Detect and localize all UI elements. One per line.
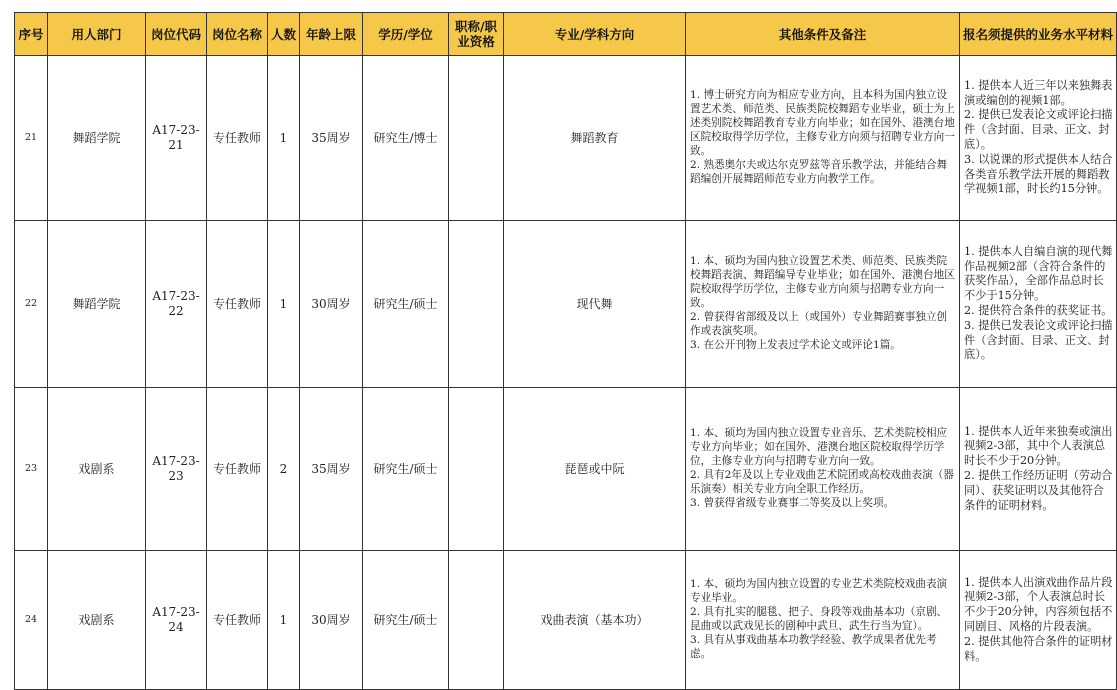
materials-line: 1. 提供本人近年来独奏或演出视频2-3部，其中个人表演总时长不少于20分钟。 xyxy=(964,424,1113,468)
other-line: 3. 在公开刊物上发表过学术论文或评论1篇。 xyxy=(690,338,901,351)
header-edu: 学历/学位 xyxy=(363,13,449,56)
cell-dept: 戏剧系 xyxy=(48,388,146,551)
materials-line: 1. 提供本人出演戏曲作品片段视频2-3部，个人表演总时长不少于20分钟，内容须包括不同剧目、风格的片段表演。 xyxy=(964,575,1113,633)
cell-edu: 研究生/硕士 xyxy=(363,388,449,551)
materials-line: 2. 提供已发表论文或评论扫描件（含封面、目录、正文、封底）。 xyxy=(964,108,1113,151)
cell-edu: 研究生/硕士 xyxy=(363,551,449,690)
cell-seq: 22 xyxy=(15,221,48,388)
cell-dept: 舞蹈学院 xyxy=(48,56,146,221)
recruitment-table xyxy=(14,12,1117,690)
cell-edu: 研究生/博士 xyxy=(363,56,449,221)
cell-title-qual xyxy=(449,56,504,221)
other-line: 1. 博士研究方向为相应专业方向，且本科为国内独立设置艺术类、师范类、民族类院校舞蹈专业毕业，硕士为上述类别院校舞蹈教育专业方向毕业；如在国外、港澳台地区院校取得学历学位，主修专业方向须与招聘专业方向一致。 xyxy=(690,89,955,157)
cell-code: A17-23-22 xyxy=(146,221,207,388)
cell-other xyxy=(686,388,960,551)
cell-other xyxy=(686,221,960,388)
cell-materials xyxy=(960,388,1117,551)
materials-line: 3. 以说课的形式提供本人结合各类音乐教学法开展的舞蹈教学视频1部，时长约15分钟。 xyxy=(964,152,1113,196)
table-row xyxy=(15,56,1117,221)
other-line: 1. 本、硕均为国内独立设置的专业艺术类院校戏曲表演专业毕业。 xyxy=(690,578,948,605)
cell-dept: 舞蹈学院 xyxy=(48,221,146,388)
cell-seq: 21 xyxy=(15,56,48,221)
cell-count: 1 xyxy=(268,56,300,221)
cell-seq: 23 xyxy=(15,388,48,551)
cell-materials xyxy=(960,221,1117,388)
header-title-qual: 职称/职业资格 xyxy=(449,13,504,56)
materials-line: 1. 提供本人近三年以来独舞表演或编创的视频1部。 xyxy=(964,78,1113,107)
materials-line: 1. 提供本人自编自演的现代舞作品视频2部（含符合条件的获奖作品），全部作品总时长不少于15分钟。 xyxy=(964,244,1113,303)
cell-title-qual xyxy=(449,388,504,551)
header-code: 岗位代码 xyxy=(146,13,207,56)
cell-edu: 研究生/硕士 xyxy=(363,221,449,388)
header-seq: 序号 xyxy=(15,13,48,56)
cell-age: 35周岁 xyxy=(300,388,363,551)
header-age: 年龄上限 xyxy=(300,13,363,56)
materials-line: 2. 提供其他符合条件的证明材料。 xyxy=(964,634,1113,663)
other-line: 2. 具有扎实的腿毯、把子、身段等戏曲基本功（京剧、昆曲或以武戏见长的剧种中武旦、武生行当为宜）。 xyxy=(690,606,948,632)
other-line: 2. 熟悉奥尔夫或达尔克罗兹等音乐教学法，并能结合舞蹈编创开展舞蹈师范专业方向教学工作。 xyxy=(690,158,948,185)
materials-line: 2. 提供工作经历证明（劳动合同）、获奖证明以及其他符合条件的证明材料。 xyxy=(964,469,1113,512)
cell-count: 1 xyxy=(268,221,300,388)
materials-line: 3. 提供已发表论文或评论扫描件（含封面、目录、正文、封底）。 xyxy=(964,318,1113,362)
cell-age: 30周岁 xyxy=(300,221,363,388)
cell-materials xyxy=(960,56,1117,221)
header-name: 岗位名称 xyxy=(207,13,268,56)
cell-code: A17-23-24 xyxy=(146,551,207,690)
cell-title-qual xyxy=(449,221,504,388)
cell-name: 专任教师 xyxy=(207,56,268,221)
table-row xyxy=(15,221,1117,388)
header-count: 人数 xyxy=(268,13,300,56)
cell-seq: 24 xyxy=(15,551,48,690)
cell-name: 专任教师 xyxy=(207,388,268,551)
other-line: 2. 曾获得省部级及以上（或国外）专业舞蹈赛事独立创作或表演奖项。 xyxy=(690,310,948,337)
table-row xyxy=(15,388,1117,551)
cell-code: A17-23-23 xyxy=(146,388,207,551)
cell-name: 专任教师 xyxy=(207,551,268,690)
header-other: 其他条件及备注 xyxy=(686,13,960,56)
cell-count: 1 xyxy=(268,551,300,690)
header-dept: 用人部门 xyxy=(48,13,146,56)
cell-age: 30周岁 xyxy=(300,551,363,690)
cell-name: 专任教师 xyxy=(207,221,268,388)
cell-other xyxy=(686,56,960,221)
materials-line: 2. 提供符合条件的获奖证书。 xyxy=(964,304,1113,317)
cell-title-qual xyxy=(449,551,504,690)
cell-major: 现代舞 xyxy=(504,221,686,388)
header-materials: 报名须提供的业务水平材料 xyxy=(960,13,1117,56)
cell-other xyxy=(686,551,960,690)
cell-major: 舞蹈教育 xyxy=(504,56,686,221)
other-line: 1. 本、硕均为国内独立设置专业音乐、艺术类院校相应专业方向毕业；如在国外、港澳台地区院校取得学历学位，主修专业方向与招聘专业方向一致。 xyxy=(690,427,948,468)
cell-age: 35周岁 xyxy=(300,56,363,221)
cell-materials xyxy=(960,551,1117,690)
cell-major: 琵琶或中阮 xyxy=(504,388,686,551)
cell-dept: 戏剧系 xyxy=(48,551,146,690)
header-major: 专业/学科方向 xyxy=(504,13,686,56)
cell-code: A17-23-21 xyxy=(146,56,207,221)
cell-major: 戏曲表演（基本功） xyxy=(504,551,686,690)
other-line: 2. 具有2年及以上专业戏曲艺术院团或高校戏曲表演（器乐演奏）相关专业方向全职工作经历。 xyxy=(690,469,954,495)
other-line: 3. 曾获得省级专业赛事二等奖及以上奖项。 xyxy=(690,496,895,509)
other-line: 1. 本、硕均为国内独立设置艺术类、师范类、民族类院校舞蹈表演、舞蹈编导专业毕业；如在国外、港澳台地区院校取得学历学位，主修专业方向须与招聘专业方向一致。 xyxy=(690,255,955,310)
other-line: 3. 具有从事戏曲基本功教学经验、教学成果者优先考虑。 xyxy=(690,633,937,660)
header-row xyxy=(15,13,1117,56)
table-row xyxy=(15,551,1117,690)
cell-count: 2 xyxy=(268,388,300,551)
